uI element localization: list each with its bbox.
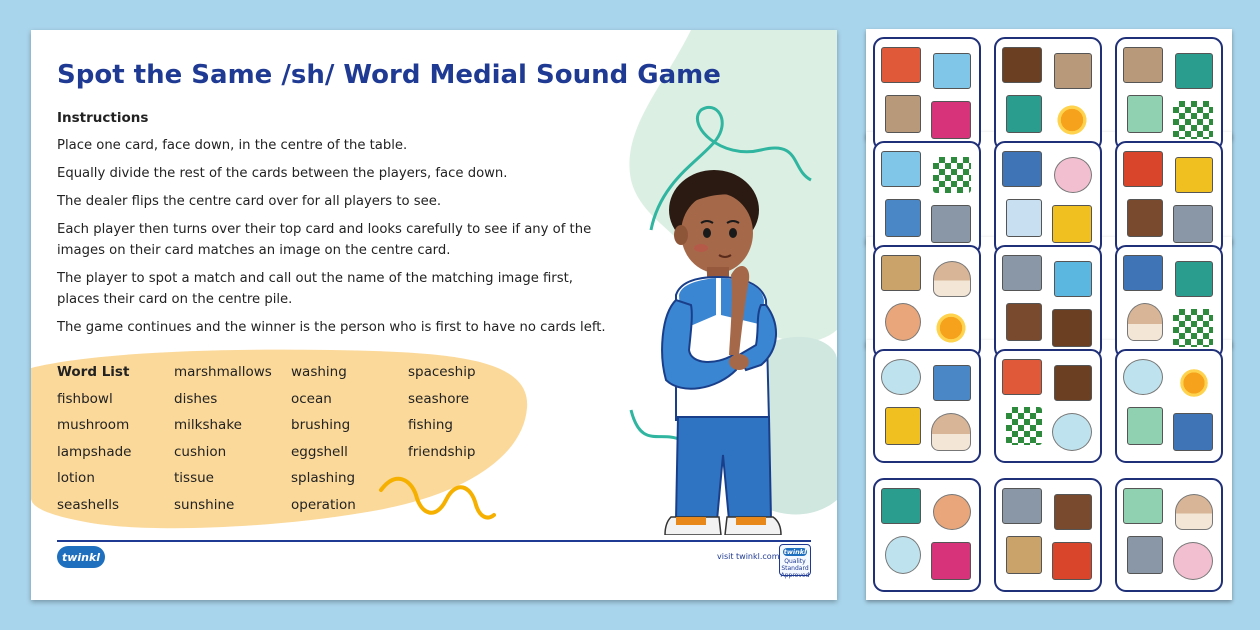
mushroom-icon [1175,494,1213,530]
seashells-icon [1123,47,1163,83]
instruction-page [31,30,837,600]
marshmallows-icon [1173,542,1213,580]
word-item: fishing [408,417,453,433]
lotion-icon [1052,205,1092,243]
sunshine-icon [931,309,971,347]
thinking-boy-illustration [621,155,831,535]
operation-icon [1006,95,1042,133]
game-card [1115,349,1223,463]
splashing-icon [1054,261,1092,297]
word-item: spaceship [408,364,476,380]
badge-brand: twinkl [783,548,807,556]
game-card [994,349,1102,463]
word-item: seashore [408,390,470,407]
game-card [1115,141,1223,255]
marshmallows-icon [1054,157,1092,193]
instruction-step: The player to spot a match and call out the name of the matching image first, places their card on the centre pile. [57,271,573,307]
seashells-icon [885,95,921,133]
fishbowl-icon [1123,359,1163,395]
game-card [873,349,981,463]
footer-divider [57,540,811,542]
tissue-icon [1127,95,1163,133]
word-item: lampshade [57,443,132,460]
word-item: splashing [291,470,356,486]
game-card [873,141,981,255]
friendship-icon [1006,303,1042,341]
sunshine-icon [1052,101,1092,139]
quality-standard-badge [779,544,811,579]
cushion-icon [931,101,971,139]
dishes-icon [881,47,921,83]
lampshade-icon [885,199,921,237]
spaceship-icon [931,205,971,243]
seashore-icon [1006,536,1042,574]
badge-text: Quality Standard Approved [780,558,810,579]
ocean-icon [1002,151,1042,187]
game-card [1115,37,1223,151]
seashore-icon [881,255,921,291]
tissue-icon [1123,488,1163,524]
word-item: tissue [174,470,214,486]
game-card [994,478,1102,592]
instruction-step: Each player then turns over their top card and looks carefully to see if any of the images on their card matches an image on the centre card. [57,222,592,258]
washing-icon [933,53,971,89]
game-card [994,37,1102,151]
milkshake-icon [1054,365,1092,401]
ocean-icon [1123,255,1163,291]
mushroom-icon [933,261,971,297]
instructions-heading: Instructions [57,110,149,126]
instruction-step: Place one card, face down, in the centre of the table. [57,138,408,153]
eggshell-icon [885,303,921,341]
word-item: seashells [57,496,120,513]
twinkl-logo: twinkl [57,546,105,568]
operation-icon [1175,53,1213,89]
washing-icon [881,151,921,187]
game-card [873,245,981,359]
word-item: fishbowl [57,390,113,407]
visit-link-text: visit twinkl.com [717,552,780,561]
friendship-icon [1054,494,1092,530]
operation-icon [1175,261,1213,297]
game-card [994,245,1102,359]
checkered-fabric-icon [933,157,971,193]
word-item: operation [291,496,356,513]
fishbowl-icon [881,359,921,395]
operation-icon [881,488,921,524]
instruction-step: The dealer flips the centre card over for all players to see. [57,194,442,209]
word-list-heading: Word List [57,364,130,380]
word-item: washing [291,364,347,380]
friendship-icon [1127,199,1163,237]
yellow-squiggle-decoration [376,470,496,530]
word-item: friendship [408,443,476,460]
cushion-icon [931,542,971,580]
word-item: mushroom [57,417,130,433]
lampshade-icon [933,365,971,401]
word-item: eggshell [291,443,348,460]
lotion-icon [885,407,921,445]
instruction-step: Equally divide the rest of the cards between the players, face down. [57,166,508,181]
dishes-icon [1002,359,1042,395]
sunshine-icon [1175,365,1213,401]
lotion-icon [1175,157,1213,193]
game-card [1115,478,1223,592]
spaceship-icon [1002,488,1042,524]
page-title: Spot the Same /sh/ Word Medial Sound Game [57,60,721,90]
eggshell-icon [933,494,971,530]
brushing-icon [1006,199,1042,237]
spaceship-icon [1002,255,1042,291]
spaceship-icon [1173,205,1213,243]
spaceship-icon [1127,536,1163,574]
fishing-icon [1052,542,1092,580]
word-item: cushion [174,443,227,460]
checkered-fabric-icon [1173,101,1213,139]
word-item: milkshake [174,417,242,433]
checkered-fabric-icon [1173,309,1213,347]
milkshake-icon [1052,309,1092,347]
fishbowl-icon [885,536,921,574]
game-card [873,478,981,592]
word-item: dishes [174,390,218,407]
word-item: sunshine [174,496,235,513]
word-item: ocean [291,390,332,407]
mushroom-icon [1127,303,1163,341]
instruction-step: The game continues and the winner is the person who is first to have no cards left. [57,320,606,335]
game-card [1115,245,1223,359]
word-item: lotion [57,470,95,486]
checkered-fabric-icon [1006,407,1042,445]
milkshake-icon [1002,47,1042,83]
ocean-icon [1173,413,1213,451]
mushroom-icon [931,413,971,451]
game-card [873,37,981,151]
fishing-icon [1123,151,1163,187]
word-item: marshmallows [174,364,272,380]
word-item: brushing [291,417,351,433]
game-card [994,141,1102,255]
instructions-section [57,108,617,345]
fishbowl-icon [1052,413,1092,451]
tissue-icon [1127,407,1163,445]
seashells-icon [1054,53,1092,89]
